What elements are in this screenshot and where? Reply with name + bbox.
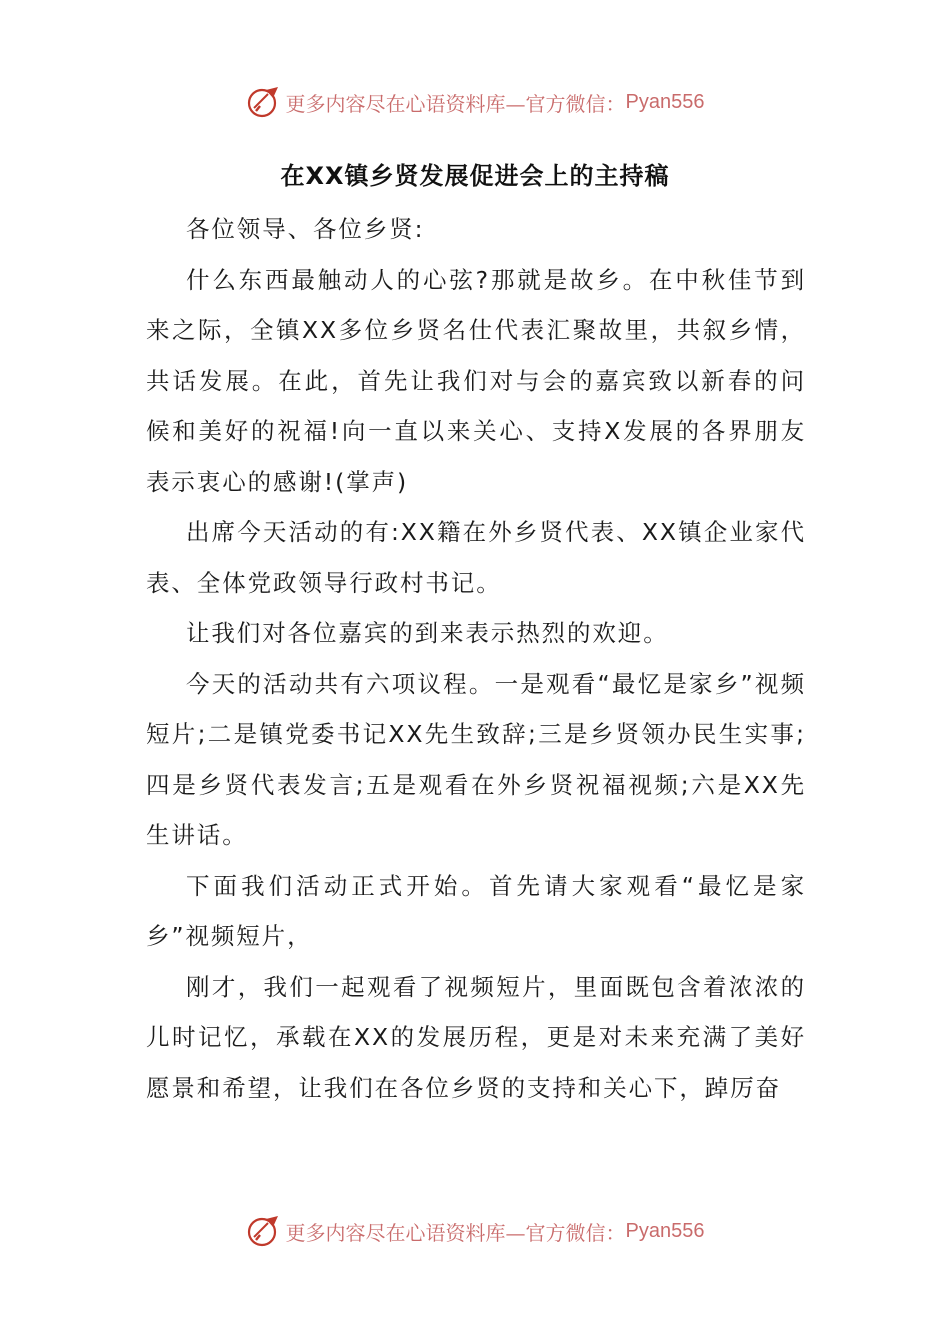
document-body bbox=[146, 204, 806, 1113]
banner-wechat-id: Pyan556 bbox=[625, 1219, 705, 1242]
pen-circle-icon bbox=[246, 1213, 282, 1249]
document-title: 在XX镇乡贤发展促进会上的主持稿 bbox=[280, 162, 670, 190]
banner-text: 更多内容尽在心语资料库—官方微信： bbox=[285, 91, 626, 116]
pen-circle-icon bbox=[246, 84, 282, 120]
banner-wechat-id: Pyan556 bbox=[625, 90, 705, 113]
banner-text: 更多内容尽在心语资料库—官方微信： bbox=[285, 1220, 626, 1245]
header-banner bbox=[0, 82, 950, 122]
paragraph: 让我们对各位嘉宾的到来表示热烈的欢迎。 bbox=[186, 619, 669, 647]
paragraph: 什么东西最触动人的心弦?那就是故乡。在中秋佳节到来之际，全镇XX多位乡贤名仕代表汇聚故里，共叙乡情，共话发展。在此，首先让我们对与会的嘉宾致以新春的问候和美好的祝福!向一直以来关心、支持X发展的各界朋友表示衷心的感谢!(掌声) bbox=[146, 265, 806, 496]
footer-banner bbox=[0, 1211, 950, 1251]
paragraph: 下面我们活动正式开始。首先请大家观看“最忆是家乡”视频短片， bbox=[146, 871, 806, 950]
paragraph: 出席今天活动的有:XX籍在外乡贤代表、XX镇企业家代表、全体党政领导行政村书记。 bbox=[146, 518, 806, 597]
paragraph: 今天的活动共有六项议程。一是观看“最忆是家乡”视频短片;二是镇党委书记XX先生致辞;三是乡贤领办民生实事;四是乡贤代表发言;五是观看在外乡贤祝福视频;六是XX先生讲话。 bbox=[146, 669, 806, 849]
paragraph: 刚才，我们一起观看了视频短片，里面既包含着浓浓的儿时记忆，承载在XX的发展历程，更是对未来充满了美好愿景和希望，让我们在各位乡贤的支持和关心下，踔厉奋 bbox=[146, 972, 806, 1102]
paragraph: 各位领导、各位乡贤: bbox=[186, 215, 425, 243]
